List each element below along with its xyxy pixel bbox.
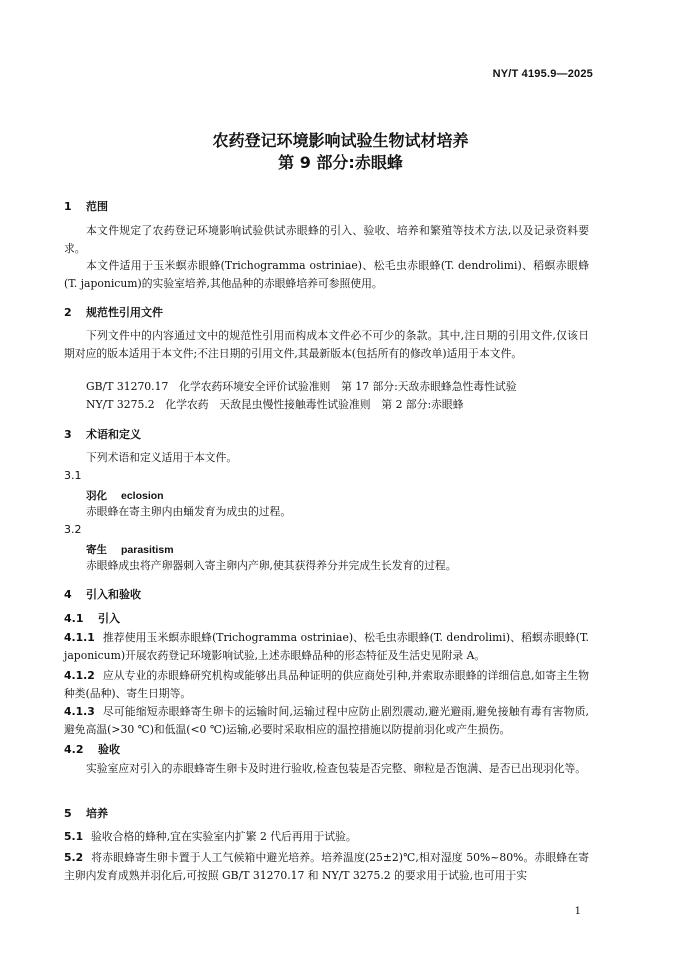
section-title: 培养 [86,807,108,820]
section-number: 3 [64,428,72,441]
term-parasitism-definition: 赤眼蜂成虫将产卵器刺入寄主卵内产卵,使其获得养分并完成生长发育的过程。 [86,559,457,572]
section-4-heading [64,586,141,602]
subsection-4-1-heading [64,610,120,626]
term-number-3-1: 3.1 [64,469,82,482]
section-number: 1 [64,200,72,213]
section-title: 引入和验收 [86,588,141,601]
subsection-title: 验收 [98,743,120,756]
s2-paragraph-1: 下列文件中的内容通过文中的规范性引用而构成本文件必不可少的条款。其中,注日期的引用文件,仅该日期对应的版本适用于本文件;不注日期的引用文件,其最新版本(包括所有的修改单)适用于本文件。 [64,329,589,360]
term-en: eclosion [121,490,164,502]
clause-number: 4.1.1 [64,631,95,644]
section-1-heading [64,198,108,214]
subsection-number: 4.1 [64,612,84,625]
section-title: 范围 [86,200,108,213]
s1-paragraph-1: 本文件规定了农药登记环境影响试验供试赤眼蜂的引入、验收、培养和繁殖等技术方法,以及记录资料要求。 [64,224,589,255]
clause-number: 4.1.2 [64,669,95,682]
subsection-title: 引入 [98,612,120,625]
section-title: 术语和定义 [86,428,141,441]
clause-text: 尽可能缩短赤眼蜂寄生卵卡的运输时间,运输过程中应防止剧烈震动,避光避雨,避免接触有毒有害物质,避免高温(>30 ℃)和低温(<0 ℃)运输,必要时采取相应的温控措施以防提前羽化或产生损伤。 [64,705,589,736]
clause-text: 验收合格的蜂种,宜在实验室内扩繁 2 代后再用于试验。 [91,830,357,843]
clause-4-1-1 [64,629,589,664]
term-cn: 寄生 [86,544,107,556]
subsection-number: 4.2 [64,743,84,756]
clause-5-2 [64,849,589,884]
clause-number: 5.1 [64,830,84,843]
clause-text: 应从专业的赤眼蜂研究机构或能够出具品种证明的供应商处引种,并索取赤眼蜂的详细信息,如寄主生物种类(品种)、寄生日期等。 [64,669,589,700]
clause-4-1-2 [64,667,589,702]
s1-paragraph-2: 本文件适用于玉米螟赤眼蜂(Trichogramma ostriniae)、松毛虫赤眼蜂(T. dendrolimi)、稻螟赤眼蜂(T. japonicum)的实验室培养,其他品种的赤眼蜂培养可参照使用。 [64,259,589,290]
term-eclosion-definition: 赤眼蜂在寄主卵内由蛹发育为成虫的过程。 [86,505,292,518]
standard-code: NY/T 4195.9—2025 [492,68,593,80]
term-cn: 羽化 [86,490,107,502]
subsection-4-2-heading [64,741,120,757]
term-number-3-2: 3.2 [64,523,82,536]
normative-ref-2: NY/T 3275.2 化学农药 天敌昆虫慢性接触毒性试验准则 第 2 部分:赤眼蜂 [86,398,464,411]
section-number: 4 [64,588,72,601]
doc-title-line2: 第 9 部分:赤眼蜂 [278,153,403,172]
term-en: parasitism [121,544,174,556]
section-5-heading [64,805,108,821]
normative-ref-1: GB/T 31270.17 化学农药环境安全评价试验准则 第 17 部分:天敌赤眼蜂急性毒性试验 [86,380,517,393]
page-number: 1 [574,906,581,917]
clause-text: 将赤眼蜂寄生卵卡置于人工气候箱中避光培养。培养温度(25±2)℃,相对湿度 50%~80%。赤眼蜂在寄主卵内发育成熟并羽化后,可按照 GB/T 31270.17 和 NY/T 3275.2 的要求用于试验,也可用于实 [64,851,589,882]
clause-text: 推荐使用玉米螟赤眼蜂(Trichogramma ostriniae)、松毛虫赤眼蜂(T. dendrolimi)、稻螟赤眼蜂(T. japonicum)开展农药登记环境影响试验,上述赤眼蜂品种的形态特征及生活史见附录 A。 [64,631,589,662]
s4-2-paragraph: 实验室应对引入的赤眼蜂寄生卵卡及时进行验收,检查包装是否完整、卵粒是否饱满、是否已出现羽化等。 [86,762,587,775]
section-3-heading [64,426,141,442]
clause-5-1 [64,828,589,846]
term-eclosion [86,488,164,503]
clause-4-1-3 [64,703,589,738]
clause-number: 4.1.3 [64,705,95,718]
s3-paragraph-1: 下列术语和定义适用于本文件。 [86,451,238,464]
clause-number: 5.2 [64,851,84,864]
section-2-heading [64,304,163,320]
section-number: 2 [64,306,72,319]
term-parasitism [86,542,174,557]
section-title: 规范性引用文件 [86,306,163,319]
section-number: 5 [64,807,72,820]
doc-title-line1: 农药登记环境影响试验生物试材培养 [212,131,469,150]
